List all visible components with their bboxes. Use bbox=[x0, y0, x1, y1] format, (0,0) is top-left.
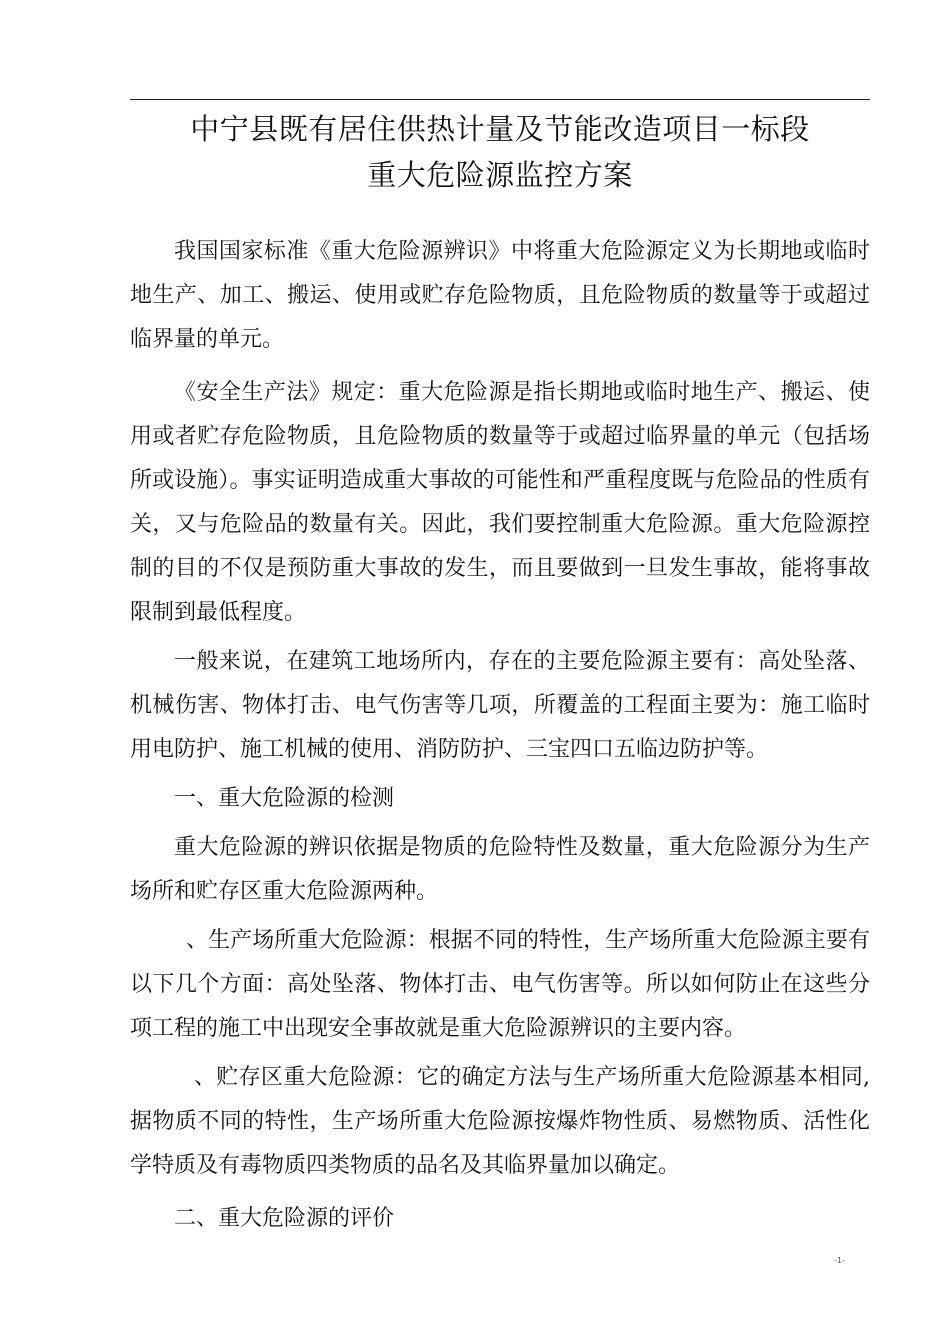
header-rule bbox=[130, 99, 870, 100]
paragraph-production-site-hazards: 、生产场所重大危险源：根据不同的特性，生产场所重大危险源主要有以下几个方面：高处坠落、物体打击、电气伤害等。所以如何防止在这些分项工程的施工中出现安全事故就是重大危险源辨识的主要内容。 bbox=[130, 928, 870, 1041]
document-title-line-1: 中宁县既有居住供热计量及节能改造项目一标段 bbox=[190, 112, 810, 146]
section-heading-evaluation: 二、重大危险源的评价 bbox=[174, 1206, 395, 1231]
paragraph-safety-law: 《安全生产法》规定：重大危险源是指长期地或临时地生产、搬运、使用或者贮存危险物质，且危险物质的数量等于或超过临界量的单元（包括场所或设施）。事实证明造成重大事故的可能性和严重程度既与危险品的性质有关，又与危险品的数量有关。因此，我们要控制重大危险源。重大危险源控制的目的不仅是预防重大事故的发生，而且要做到一旦发生事故，能将事故限制到最低程度。 bbox=[130, 380, 870, 625]
document-title-line-2: 重大危险源监控方案 bbox=[367, 158, 633, 192]
document-body bbox=[130, 230, 870, 1246]
paragraph-definition: 我国国家标准《重大危险源辨识》中将重大危险源定义为长期地或临时地生产、加工、搬运、使用或贮存危险物质，且危险物质的数量等于或超过临界量的单元。 bbox=[130, 239, 870, 352]
page-number: -1- bbox=[834, 1256, 845, 1265]
section-heading-detection: 一、重大危险源的检测 bbox=[174, 786, 395, 811]
paragraph-identification-basis: 重大危险源的辨识依据是物质的危险特性及数量，重大危险源分为生产场所和贮存区重大危险源两种。 bbox=[130, 835, 870, 904]
paragraph-storage-area-hazards: 、贮存区重大危险源：它的确定方法与生产场所重大危险源基本相同,据物质不同的特性，生产场所重大危险源按爆炸物性质、易燃物质、活性化学特质及有毒物质四类物质的品名及其临界量加以确定。 bbox=[130, 1065, 870, 1178]
paragraph-main-hazards: 一般来说，在建筑工地场所内，存在的主要危险源主要有：高处坠落、机械伤害、物体打击、电气伤害等几项，所覆盖的工程面主要为：施工临时用电防护、施工机械的使用、消防防护、三宝四口五临边防护等。 bbox=[130, 649, 870, 762]
